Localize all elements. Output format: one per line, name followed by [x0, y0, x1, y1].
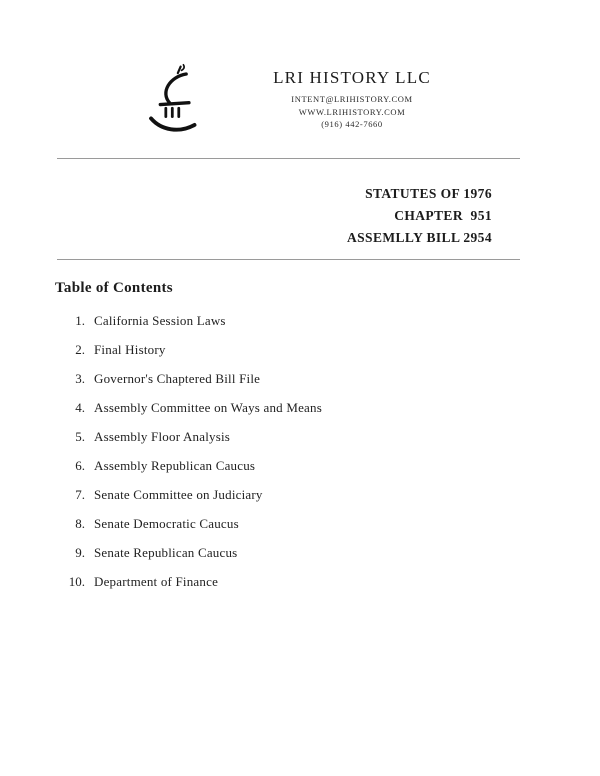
toc-item [55, 545, 600, 574]
toc-item-number: 8. [75, 516, 85, 531]
toc-item-label: Senate Republican Caucus [94, 545, 238, 560]
toc-item-number: 3. [75, 371, 85, 386]
phone-text: (916) 442-7660 [321, 119, 383, 129]
statutes-line-3: ASSEMLLY BILL 2954 [346, 230, 492, 245]
statutes-block [0, 183, 600, 249]
toc-item-label: Assembly Floor Analysis [94, 429, 231, 444]
toc-item [55, 516, 600, 545]
toc-title: Table of Contents [55, 280, 173, 296]
toc-item [55, 458, 600, 487]
toc-item-label: Senate Committee on Judiciary [94, 487, 263, 502]
toc-item-label: Department of Finance [94, 574, 219, 589]
toc-item [55, 429, 600, 458]
toc-item-number: 4. [75, 400, 85, 415]
toc-item-number: 7. [75, 487, 85, 502]
toc-item-label: California Session Laws [94, 313, 226, 328]
top-divider [57, 158, 520, 159]
bottom-divider [57, 259, 520, 260]
toc-item [55, 371, 600, 400]
toc-item [55, 313, 600, 342]
toc-item-number: 10. [68, 574, 85, 589]
email-text: INTENT@LRIHISTORY.COM [291, 94, 413, 104]
toc-item-number: 5. [75, 429, 85, 444]
toc-item-label: Senate Democratic Caucus [94, 516, 239, 531]
toc-item-number: 9. [75, 545, 85, 560]
toc-item-label: Assembly Republican Caucus [94, 458, 256, 473]
toc-item [55, 400, 600, 429]
toc-item [55, 574, 600, 603]
toc-item-label: Assembly Committee on Ways and Means [94, 400, 322, 415]
letterhead [146, 62, 600, 136]
toc-list [0, 313, 600, 603]
statutes-line-2: CHAPTER 951 [394, 208, 492, 223]
company-name: LRI HISTORY LLC [273, 68, 431, 87]
toc-item-number: 6. [75, 458, 85, 473]
toc-item-number: 2. [75, 342, 85, 357]
toc-item [55, 342, 600, 371]
toc-item-label: Final History [94, 342, 166, 357]
toc-item-number: 1. [75, 313, 85, 328]
statutes-line-1: STATUTES OF 1976 [365, 186, 492, 201]
letterhead-text [232, 62, 472, 131]
lamp-quill-logo-icon [146, 62, 206, 136]
toc-item [55, 487, 600, 516]
website-text: WWW.LRIHISTORY.COM [298, 106, 406, 117]
toc-item-label: Governor's Chaptered Bill File [94, 371, 261, 386]
